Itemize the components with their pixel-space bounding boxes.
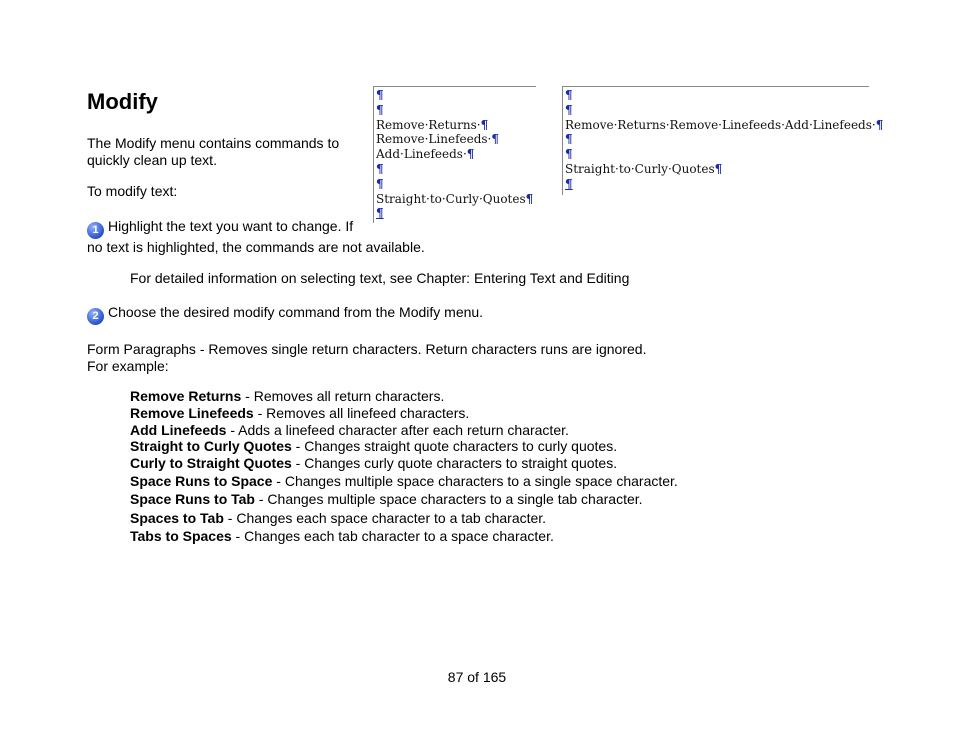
example-line	[376, 118, 488, 133]
example-line-text: Straight·to·Curly·Quotes	[565, 162, 715, 176]
page-title: Modify	[87, 89, 158, 114]
example-line	[565, 132, 573, 147]
form-paragraphs-line: Form Paragraphs - Removes single return characters. Return characters runs are ignored.	[87, 341, 647, 357]
example-line	[565, 103, 573, 118]
pilcrow-icon: ¶	[565, 147, 573, 162]
command-name: Space Runs to Tab	[130, 491, 255, 507]
example-line	[565, 88, 573, 103]
command-item	[130, 491, 643, 507]
pilcrow-icon: ¶	[565, 176, 573, 191]
pilcrow-icon: ¶	[565, 132, 573, 147]
command-item	[130, 473, 678, 489]
step-1	[87, 218, 353, 239]
command-item	[130, 388, 444, 404]
command-name: Curly to Straight Quotes	[130, 455, 292, 471]
command-desc: - Removes all return characters.	[241, 388, 445, 404]
chapter-note: For detailed information on selecting text, see Chapter: Entering Text and Editing	[130, 270, 630, 286]
pilcrow-icon: ¶	[376, 88, 384, 102]
command-item	[130, 528, 554, 544]
intro-line: The Modify menu contains commands to	[87, 135, 340, 151]
example-line-text: Remove·Returns·	[376, 117, 481, 132]
step-2-text: Choose the desired modify command from the Modify menu.	[108, 304, 484, 320]
step-1-continuation: no text is highlighted, the commands are not available.	[87, 239, 425, 255]
command-desc: - Changes each space character to a tab character.	[223, 510, 547, 526]
pilcrow-icon: ¶	[525, 191, 534, 206]
example-line	[565, 118, 883, 133]
command-name: Tabs to Spaces	[130, 528, 232, 544]
pilcrow-icon: ¶	[376, 162, 384, 176]
example-line-text: Remove·Returns·Remove·Linefeeds·Add·Linefeeds·	[565, 117, 876, 132]
example-line	[376, 162, 384, 177]
intro-text	[87, 135, 339, 169]
command-desc: - Changes each tab character to a space character.	[231, 528, 554, 544]
pilcrow-icon: ¶	[480, 117, 489, 132]
step-number-2-icon: 2	[87, 308, 104, 325]
example-line	[376, 177, 384, 192]
step-1-text: Highlight the text you want to change. If	[108, 218, 354, 234]
to-modify-label: To modify text:	[87, 183, 178, 199]
command-name: Remove Linefeeds	[130, 405, 254, 421]
pilcrow-icon: ¶	[565, 88, 573, 102]
example-line	[376, 147, 474, 162]
command-desc: - Changes multiple space characters to a single tab character.	[254, 491, 643, 507]
command-item	[130, 510, 546, 526]
command-desc: - Changes multiple space characters to a single space character.	[272, 473, 678, 489]
example-after-screenshot	[562, 86, 884, 195]
example-line	[376, 192, 533, 207]
form-paragraphs	[87, 341, 646, 375]
example-line	[565, 162, 722, 177]
command-desc: - Changes curly quote characters to straight quotes.	[291, 455, 618, 471]
command-name: Remove Returns	[130, 388, 242, 404]
command-name: Spaces to Tab	[130, 510, 224, 526]
command-item	[130, 455, 617, 471]
command-desc: - Removes all linefeed characters.	[253, 405, 470, 421]
example-line	[565, 147, 573, 162]
command-item	[130, 438, 617, 454]
command-item	[130, 405, 469, 421]
command-name: Add Linefeeds	[130, 422, 227, 438]
pilcrow-icon: ¶	[376, 102, 384, 117]
command-desc: - Changes straight quote characters to curly quotes.	[291, 438, 618, 454]
example-line	[376, 88, 384, 103]
pilcrow-icon: ¶	[491, 132, 500, 147]
form-paragraphs-line: For example:	[87, 358, 169, 374]
command-name: Space Runs to Space	[130, 473, 273, 489]
command-name: Straight to Curly Quotes	[130, 438, 292, 454]
example-line-text: Straight·to·Curly·Quotes	[376, 191, 526, 206]
step-2	[87, 304, 483, 325]
example-line	[565, 177, 573, 192]
intro-line: quickly clean up text.	[87, 152, 217, 168]
command-desc: - Adds a linefeed character after each return character.	[226, 422, 569, 438]
page-number: 87 of 165	[447, 669, 507, 685]
example-line-text: Remove·Linefeeds·	[376, 132, 492, 147]
pilcrow-icon: ¶	[376, 176, 384, 191]
pilcrow-icon: ¶	[376, 206, 384, 221]
example-line	[376, 103, 384, 118]
pilcrow-icon: ¶	[875, 117, 884, 132]
pilcrow-icon: ¶	[565, 102, 573, 117]
command-item	[130, 422, 569, 438]
example-before-screenshot	[373, 86, 536, 223]
pilcrow-icon: ¶	[714, 162, 723, 176]
example-line	[376, 206, 384, 221]
step-number-1-icon: 1	[87, 222, 104, 239]
pilcrow-icon: ¶	[466, 147, 475, 162]
example-line-text: Add·Linefeeds·	[376, 147, 467, 162]
example-line	[376, 132, 499, 147]
